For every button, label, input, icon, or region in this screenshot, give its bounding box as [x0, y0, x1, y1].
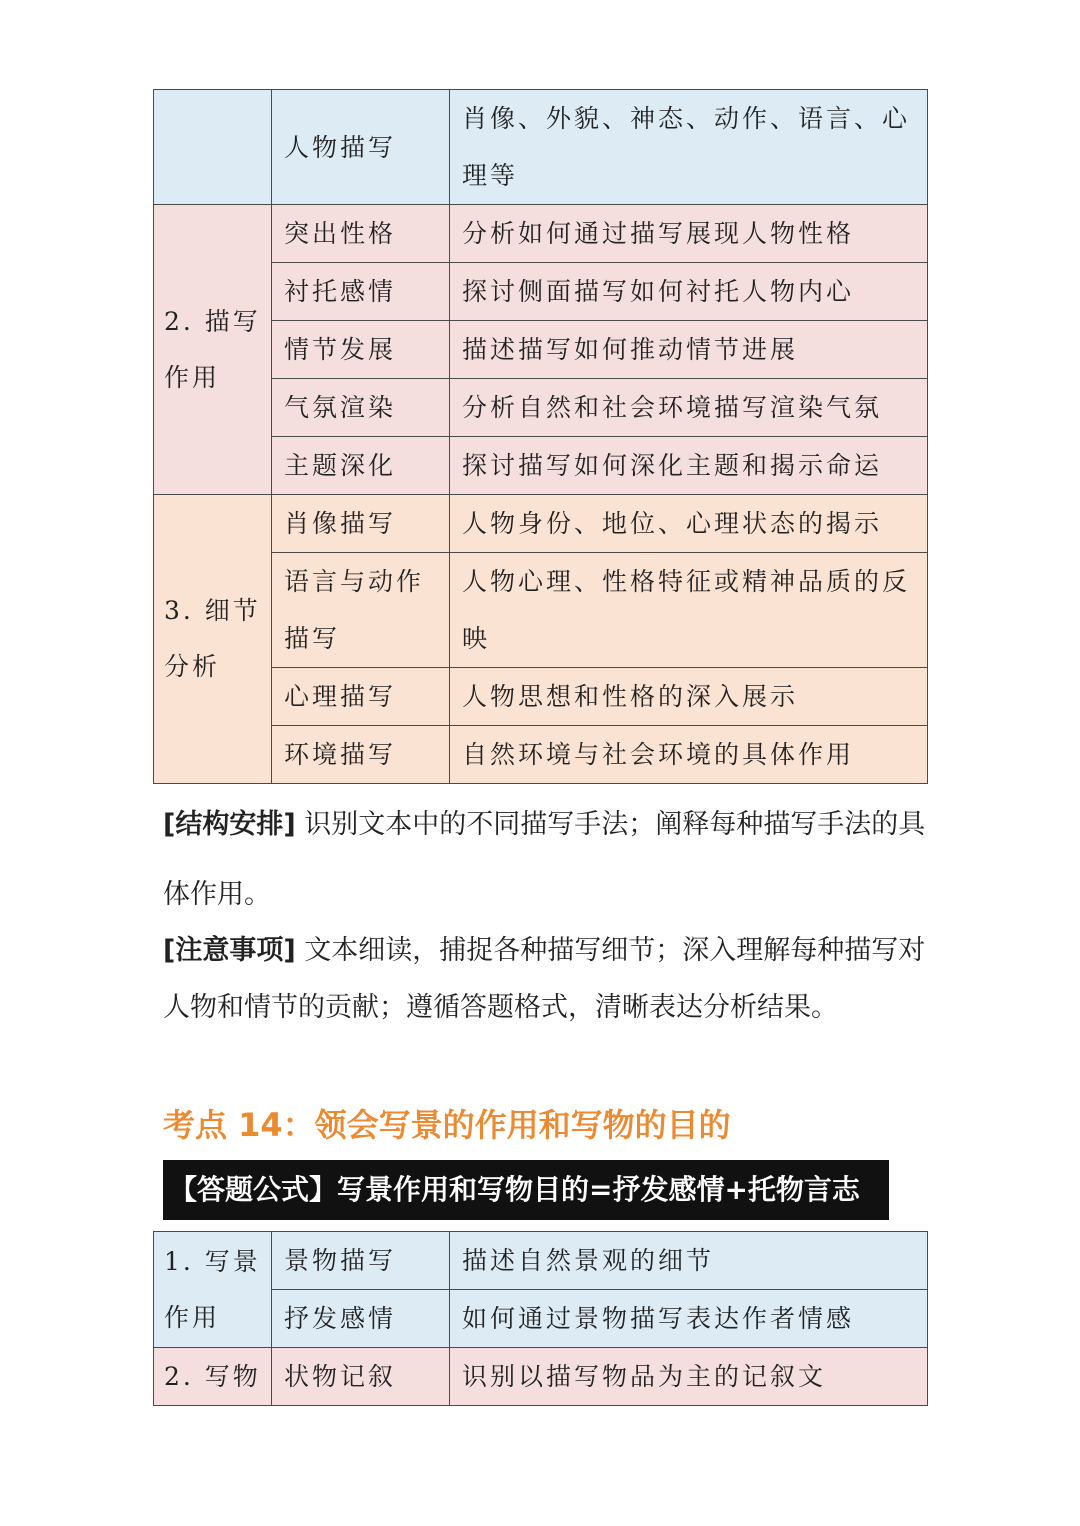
desc-cell: 人物心理、性格特征或精神品质的反映 — [450, 553, 928, 668]
desc-cell: 肖像、外貌、神态、动作、语言、心理等 — [450, 90, 928, 205]
category-cell — [154, 90, 272, 205]
desc-cell: 人物身份、地位、心理状态的揭示 — [450, 495, 928, 553]
desc-cell: 探讨侧面描写如何衬托人物内心 — [450, 263, 928, 321]
desc-cell: 描述描写如何推动情节进展 — [450, 321, 928, 379]
item-cell: 状物记叙 — [272, 1348, 450, 1406]
technique-table — [153, 89, 928, 784]
table-row — [154, 1348, 928, 1406]
item-cell: 肖像描写 — [272, 495, 450, 553]
item-cell: 气氛渲染 — [272, 379, 450, 437]
notes-label: [注意事项] — [163, 935, 296, 966]
category-cell: 1. 写景作用 — [154, 1232, 272, 1348]
category-cell: 2. 写物 — [154, 1348, 272, 1406]
item-cell: 环境描写 — [272, 726, 450, 784]
desc-cell: 人物思想和性格的深入展示 — [450, 668, 928, 726]
table-row — [154, 495, 928, 553]
item-cell: 情节发展 — [272, 321, 450, 379]
item-cell: 语言与动作描写 — [272, 553, 450, 668]
structure-paragraph — [163, 790, 943, 930]
item-cell: 主题深化 — [272, 437, 450, 495]
desc-cell: 识别以描写物品为主的记叙文 — [450, 1348, 928, 1406]
desc-cell: 探讨描写如何深化主题和揭示命运 — [450, 437, 928, 495]
notes-text: 文本细读，捕捉各种描写细节；深入理解每种描写对人物和情节的贡献；遵循答题格式，清晰表达分析结果。 — [163, 935, 926, 1023]
desc-cell: 描述自然景观的细节 — [450, 1232, 928, 1290]
desc-cell: 分析如何通过描写展现人物性格 — [450, 205, 928, 263]
answer-formula-banner: 【答题公式】写景作用和写物目的=抒发感情+托物言志 — [163, 1160, 889, 1220]
structure-text: 识别文本中的不同描写手法；阐释每种描写手法的具体作用。 — [163, 809, 926, 910]
item-cell: 心理描写 — [272, 668, 450, 726]
desc-cell: 自然环境与社会环境的具体作用 — [450, 726, 928, 784]
category-cell: 2. 描写作用 — [154, 205, 272, 495]
desc-cell: 如何通过景物描写表达作者情感 — [450, 1290, 928, 1348]
item-cell: 景物描写 — [272, 1232, 450, 1290]
table-row — [154, 1232, 928, 1290]
category-cell: 3. 细节分析 — [154, 495, 272, 784]
table-row — [154, 205, 928, 263]
desc-cell: 分析自然和社会环境描写渲染气氛 — [450, 379, 928, 437]
item-cell: 抒发感情 — [272, 1290, 450, 1348]
item-cell: 突出性格 — [272, 205, 450, 263]
item-cell: 人物描写 — [272, 90, 450, 205]
section-heading: 考点 14：领会写景的作用和写物的目的 — [163, 1106, 731, 1144]
item-cell: 衬托感情 — [272, 263, 450, 321]
scenery-table — [153, 1231, 928, 1406]
table-row — [154, 90, 928, 205]
notes-paragraph — [163, 922, 943, 1036]
structure-label: [结构安排] — [163, 809, 296, 840]
